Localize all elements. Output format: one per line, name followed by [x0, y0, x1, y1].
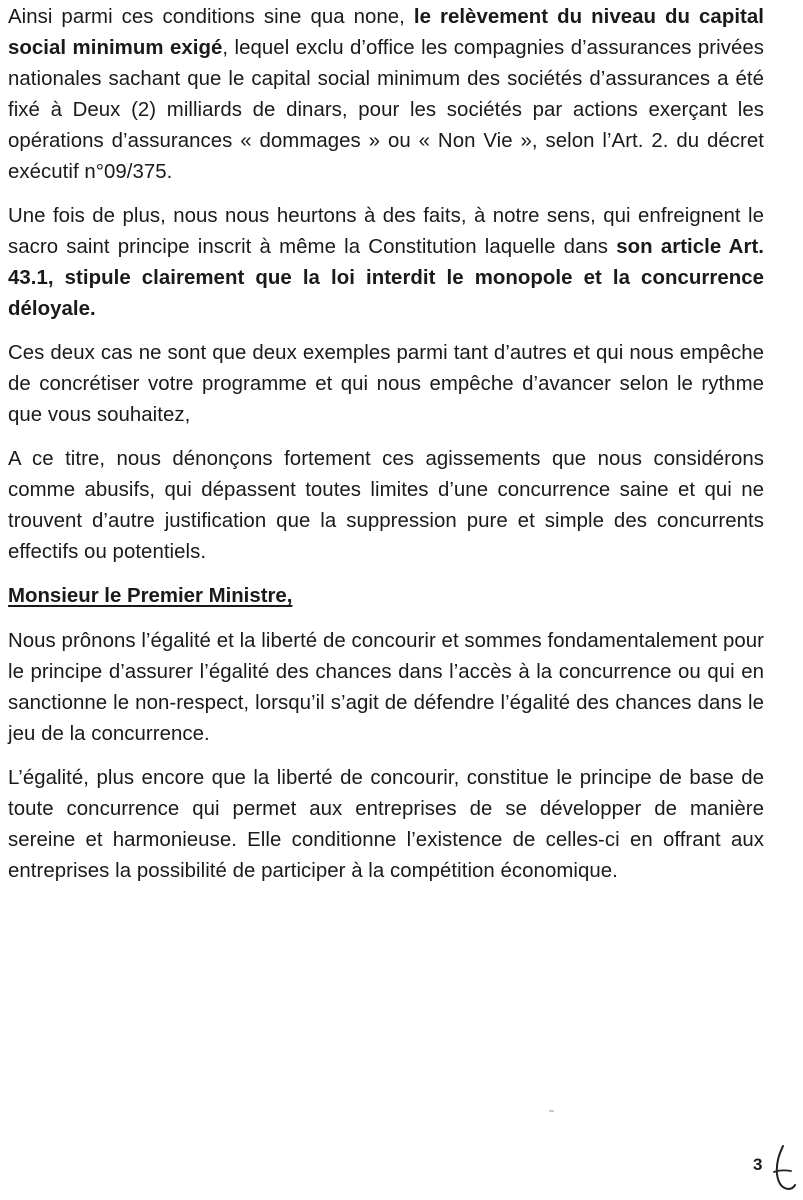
- text-segment: Nous prônons l’égalité et la liberté de concourir et sommes fondamentalement pour le principe d’assurer l’égalité des chances dans l’accès à la concurrence ou qui en sanctionne le non-respect, lorsqu’il s’agit de défendre l’égalité des chances dans le jeu de la concurrence.: [8, 630, 764, 745]
- paragraph-competition: [8, 763, 764, 887]
- text-segment: Ainsi parmi ces conditions sine qua none,: [8, 6, 414, 28]
- scan-speck: [549, 1110, 554, 1112]
- handwritten-initials-icon: [768, 1142, 796, 1194]
- paragraph-constitution: [8, 201, 764, 325]
- text-segment: Une fois de plus, nous nous heurtons à des faits, à notre sens, qui enfreignent le sacro saint principe inscrit à même la Constitution laquelle dans: [8, 205, 764, 258]
- text-segment: A ce titre, nous dénonçons fortement ces agissements que nous considérons comme abusifs, qui dépassent toutes limites d’une concurrence saine et qui ne trouvent d’autre justification que la suppression pure et simple des concurrents effectifs ou potentiels.: [8, 448, 764, 563]
- paragraph-denunciation: [8, 444, 764, 568]
- text-segment: L’égalité, plus encore que la liberté de concourir, constitue le principe de base de toute concurrence qui permet aux entreprises de se développer de manière sereine et harmonieuse. Elle conditionne l’existence de celles-ci en offrant aux entreprises la possibilité de participer à la compétition économique.: [8, 767, 764, 882]
- paragraph-examples: [8, 338, 764, 431]
- bold-text-segment: le relèvement du niveau du capital social minimum exigé: [8, 6, 764, 59]
- document-body: [8, 2, 764, 900]
- salutation-heading: Monsieur le Premier Ministre,: [8, 585, 293, 607]
- text-segment: Ces deux cas ne sont que deux exemples parmi tant d’autres et qui nous empêche de concrétiser votre programme et qui nous empêche d’avancer selon le rythme que vous souhaitez,: [8, 342, 764, 426]
- paragraph-capital-requirement: [8, 2, 764, 188]
- page-number: 3: [753, 1155, 763, 1174]
- text-segment: , lequel exclu d’office les compagnies d’assurances privées nationales sachant que le capital social minimum des sociétés d’assurances a été fixé à Deux (2) milliards de dinars, pour les sociétés par actions exerçant les opérations d’assurances « dommages » ou « Non Vie », selon l’Art. 2. du décret exécutif n°09/375.: [8, 37, 764, 183]
- bold-text-segment: son article Art. 43.1, stipule clairement que la loi interdit le monopole et la concurrence déloyale.: [8, 236, 764, 320]
- paragraph-equality: [8, 626, 764, 750]
